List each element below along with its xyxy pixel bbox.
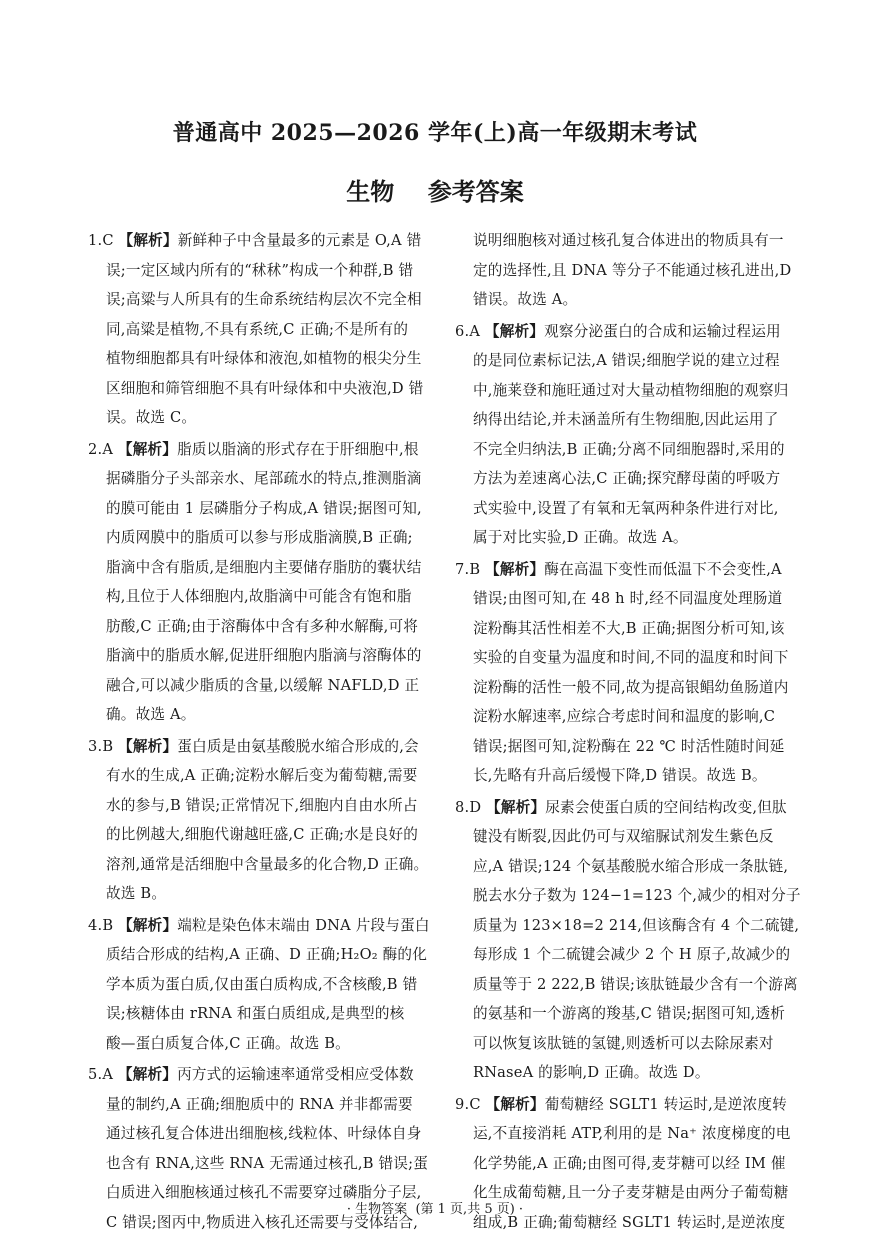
answer-line: 据磷脂分子头部亲水、尾部疏水的特点,推测脂滴 <box>106 470 422 487</box>
analysis-tag: 【解析】 <box>117 1066 178 1083</box>
answer-line: 溶剂,通常是活细胞中含量最多的化合物,D 正确。 <box>106 855 429 873</box>
answer-line: 误;一定区域内所有的“秫秫”构成一个种群,B 错 <box>106 261 414 279</box>
answer-line: 应,A 错误;124 个氨基酸脱水缩合形成一条肽链, <box>473 857 789 875</box>
answer-line: 学本质为蛋白质,仅由蛋白质构成,不含核酸,B 错 <box>106 975 418 993</box>
answer-line: 键没有断裂,因此仍可与双缩脲试剂发生紫色反 <box>473 828 774 845</box>
answer-item <box>455 317 840 553</box>
answer-line: 也含有 RNA,这些 RNA 无需通过核孔,B 错误;蛋 <box>106 1154 428 1172</box>
analysis-tag: 【解析】 <box>118 737 178 755</box>
answer-line: 淀粉酶的活性一般不同,故为提高银鲳幼鱼肠道内 <box>473 678 789 696</box>
answer-line: 肪酸,C 正确;由于溶酶体中含有多种水解酶,可将 <box>106 617 419 635</box>
analysis-tag: 【解析】 <box>485 560 545 578</box>
answer-first-line: 4.B 【解析】端粒是染色体末端由 DNA 片段与蛋白 <box>88 916 430 934</box>
answer-line: 水的参与,B 错误;正常情况下,细胞内自由水所占 <box>106 796 418 814</box>
answer-line: 错误。故选 A。 <box>473 291 578 308</box>
answer-line: 内质网膜中的脂质可以参与形成脂滴膜,B 正确; <box>106 529 413 546</box>
answer-line: 式实验中,设置了有氧和无氧两种条件进行对比, <box>473 499 779 517</box>
answer-line: 淀粉酶其活性相差不大,B 正确;据图分析可知,该 <box>473 619 785 637</box>
answer-line: 脂滴中含有脂质,是细胞内主要储存脂肪的囊状结 <box>106 558 422 576</box>
answer-first-line: 8.D 【解析】尿素会使蛋白质的空间结构改变,但肽 <box>455 798 787 816</box>
answer-line: 纳得出结论,并未涵盖所有生物细胞,因此运用了 <box>473 411 779 428</box>
answer-line: C 错误;图丙中,物质进入核孔还需要与受体结合, <box>106 1213 419 1231</box>
answer-line: 植物细胞都具有叶绿体和液泡,如植物的根尖分生 <box>106 350 422 367</box>
answer-line: 错误;由图可知,在 48 h 时,经不同温度处理肠道 <box>473 590 783 607</box>
analysis-tag: 【解析】 <box>484 322 545 340</box>
answer-line: 长,先略有升高后缓慢下降,D 错误。故选 B。 <box>473 767 767 784</box>
analysis-tag: 【解析】 <box>486 798 546 816</box>
page-title: 普通高中 2025—2026 学年(上)高一年级期末考试 <box>172 120 698 146</box>
answer-item <box>88 911 473 1059</box>
answer-line: 有水的生成,A 正确;淀粉水解后变为葡萄糖,需要 <box>106 767 418 784</box>
answer-line: 白质进入细胞核通过核孔不需要穿过磷脂分子层, <box>106 1184 422 1201</box>
answer-line: 构,且位于人体细胞内,故脂滴中可能含有饱和脂 <box>106 588 412 605</box>
analysis-tag: 【解析】 <box>118 232 178 249</box>
analysis-tag: 【解析】 <box>118 916 178 934</box>
answer-line: 的氨基和一个游离的羧基,C 错误;据图可知,透析 <box>473 1005 786 1022</box>
answer-item <box>88 732 473 909</box>
answer-first-line: 说明细胞核对通过核孔复合体进出的物质具有一 <box>473 232 784 249</box>
answer-item <box>455 555 840 791</box>
answer-line: 组成,B 正确;葡萄糖经 SGLT1 转运时,是逆浓度 <box>473 1213 786 1231</box>
answer-line: 融合,可以减少脂质的含量,以缓解 NAFLD,D 正 <box>106 676 420 694</box>
answer-line: 属于对比实验,D 正确。故选 A。 <box>473 529 688 546</box>
answer-line: 不完全归纳法,B 正确;分离不同细胞器时,采用的 <box>473 440 785 458</box>
answer-line: 酸—蛋白质复合体,C 正确。故选 B。 <box>106 1034 350 1052</box>
answer-line: 方法为差速离心法,C 正确;探究酵母菌的呼吸方 <box>473 470 781 487</box>
answer-line: RNaseA 的影响,D 正确。故选 D。 <box>473 1064 710 1081</box>
answer-line: 确。故选 A。 <box>106 706 196 723</box>
answer-line: 实验的自变量为温度和时间,不同的温度和时间下 <box>473 649 789 666</box>
answer-line: 质量等于 2 222,B 错误;该肽链最少含有一个游离 <box>473 975 798 993</box>
answer-line: 误。故选 C。 <box>106 409 197 426</box>
right-column <box>455 226 840 1239</box>
page-subtitle: 生物 参考答案 <box>346 177 524 206</box>
answer-line: 淀粉水解速率,应综合考虑时间和温度的影响,C <box>473 708 776 725</box>
answer-line: 质量为 123×18=2 214,但该酶含有 4 个二硫键, <box>473 916 800 934</box>
answer-line: 质结合形成的结构,A 正确、D 正确;H₂O₂ 酶的化 <box>106 946 428 963</box>
answer-item <box>88 435 473 730</box>
answer-item <box>455 793 840 1088</box>
answer-line: 的膜可能由 1 层磷脂分子构成,A 错误;据图可知, <box>106 499 422 517</box>
left-column <box>88 226 473 1239</box>
answer-line: 运,不直接消耗 ATP,利用的是 Na⁺ 浓度梯度的电 <box>473 1125 791 1142</box>
answer-first-line: 1.C 【解析】新鲜种子中含量最多的元素是 O,A 错 <box>88 232 422 249</box>
answer-line: 化生成葡萄糖,且一分子麦芽糖是由两分子葡萄糖 <box>473 1184 789 1201</box>
answer-first-line: 5.A 【解析】丙方式的运输速率通常受相应受体数 <box>88 1066 414 1083</box>
answer-line: 误;高粱与人所具有的生命系统结构层次不完全相 <box>106 291 422 308</box>
answer-line: 故选 B。 <box>106 885 167 902</box>
answer-line: 脱去水分子数为 124−1=123 个,减少的相对分子 <box>473 887 801 904</box>
answer-line: 的比例越大,细胞代谢越旺盛,C 正确;水是良好的 <box>106 826 419 843</box>
answer-first-line: 3.B 【解析】蛋白质是由氨基酸脱水缩合形成的,会 <box>88 737 419 755</box>
answer-first-line: 2.A 【解析】脂质以脂滴的形式存在于肝细胞中,根 <box>88 440 419 458</box>
answer-item <box>88 226 473 433</box>
answer-line: 误;核糖体由 rRNA 和蛋白质组成,是典型的核 <box>106 1005 405 1022</box>
answer-line: 量的制约,A 正确;细胞质中的 RNA 并非都需要 <box>106 1095 413 1113</box>
answer-line: 通过核孔复合体进出细胞核,线粒体、叶绿体自身 <box>106 1125 422 1142</box>
answer-line: 区细胞和筛管细胞不具有叶绿体和中央液泡,D 错 <box>106 379 424 397</box>
answer-line: 的是同位素标记法,A 错误;细胞学说的建立过程 <box>473 352 780 369</box>
answer-line: 每形成 1 个二硫键会减少 2 个 H 原子,故减少的 <box>473 946 791 963</box>
page-footer: · 生物答案 (第 1 页,共 5 页) · <box>346 1202 524 1217</box>
answer-first-line: 9.C 【解析】葡萄糖经 SGLT1 转运时,是逆浓度转 <box>455 1095 787 1113</box>
analysis-tag: 【解析】 <box>117 440 178 458</box>
answer-item <box>455 226 840 315</box>
answer-first-line: 6.A 【解析】观察分泌蛋白的合成和运输过程运用 <box>455 322 781 340</box>
answer-line: 同,高粱是植物,不具有系统,C 正确;不是所有的 <box>106 320 409 338</box>
answer-line: 错误;据图可知,淀粉酶在 22 ℃ 时活性随时间延 <box>473 737 785 755</box>
answer-line: 可以恢复该肽链的氢键,则透析可以去除尿素对 <box>473 1034 774 1052</box>
answer-line: 脂滴中的脂质水解,促进肝细胞内脂滴与溶酶体的 <box>106 647 422 664</box>
analysis-tag: 【解析】 <box>485 1095 545 1113</box>
answer-line: 化学势能,A 正确;由图可得,麦芽糖可以经 IM 催 <box>473 1154 786 1172</box>
answer-line: 定的选择性,且 DNA 等分子不能通过核孔进出,D <box>473 261 792 279</box>
answer-first-line: 7.B 【解析】酶在高温下变性而低温下不会变性,A <box>455 560 782 578</box>
answer-line: 中,施莱登和施旺通过对大量动植物细胞的观察归 <box>473 381 789 399</box>
